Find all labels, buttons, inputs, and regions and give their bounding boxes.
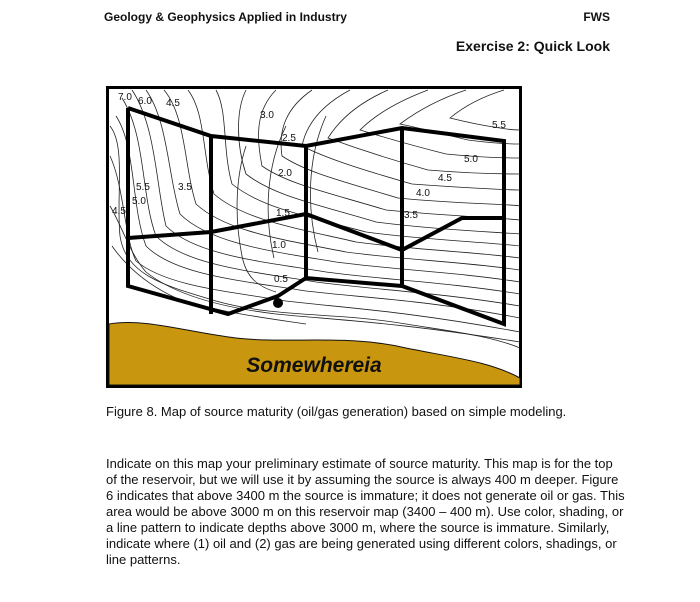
contour-label: 1.0	[272, 240, 286, 251]
contour-label: 4.5	[438, 173, 452, 184]
contour-label: 0.5	[274, 274, 288, 285]
contour-label: 2.0	[278, 168, 292, 179]
org-label: FWS	[583, 10, 610, 24]
contour-label: 3.5	[178, 182, 192, 193]
instructions-paragraph: Indicate on this map your preliminary estimate of source maturity. This map is for the top of the reservoir, but we will use it by assuming the source is always 400 m deeper. Figure 6 indicates that above 3400 m the source is immature; it does not generate oil or gas. This area would be above 3000 m on this reservoir map (3400 – 400 m). Use color, shading, or a line pattern to indicate depths above 3000 m, where the source is immature. Similarly, indicate where (1) oil and (2) gas are being generated using different colors, shadings, or line patterns.	[106, 456, 625, 567]
country-label: Somewhereia	[246, 354, 382, 377]
contour-label: 2.5	[282, 133, 296, 144]
course-title: Geology & Geophysics Applied in Industry	[104, 10, 347, 24]
contour-label: 4.5	[166, 98, 180, 109]
contour-label: 4.5	[112, 206, 126, 217]
exercise-title: Exercise 2: Quick Look	[455, 38, 610, 54]
contour-label: 4.0	[416, 188, 430, 199]
contour-label: 7.0	[118, 92, 132, 103]
contour-label: 3.5	[404, 210, 418, 221]
figure-caption: Figure 8. Map of source maturity (oil/gas generation) based on simple modeling.	[106, 404, 567, 419]
source-maturity-map	[106, 86, 522, 388]
map-svg	[106, 86, 522, 388]
contour-label: 5.5	[136, 182, 150, 193]
contour-label: 5.0	[464, 154, 478, 165]
well-dot	[273, 298, 283, 308]
contour-label: 1.5	[276, 208, 290, 219]
contour-label: 5.5	[492, 120, 506, 131]
contour-label: 5.0	[132, 196, 146, 207]
contour-label: 6.0	[138, 96, 152, 107]
contour-label: 3.0	[260, 110, 274, 121]
